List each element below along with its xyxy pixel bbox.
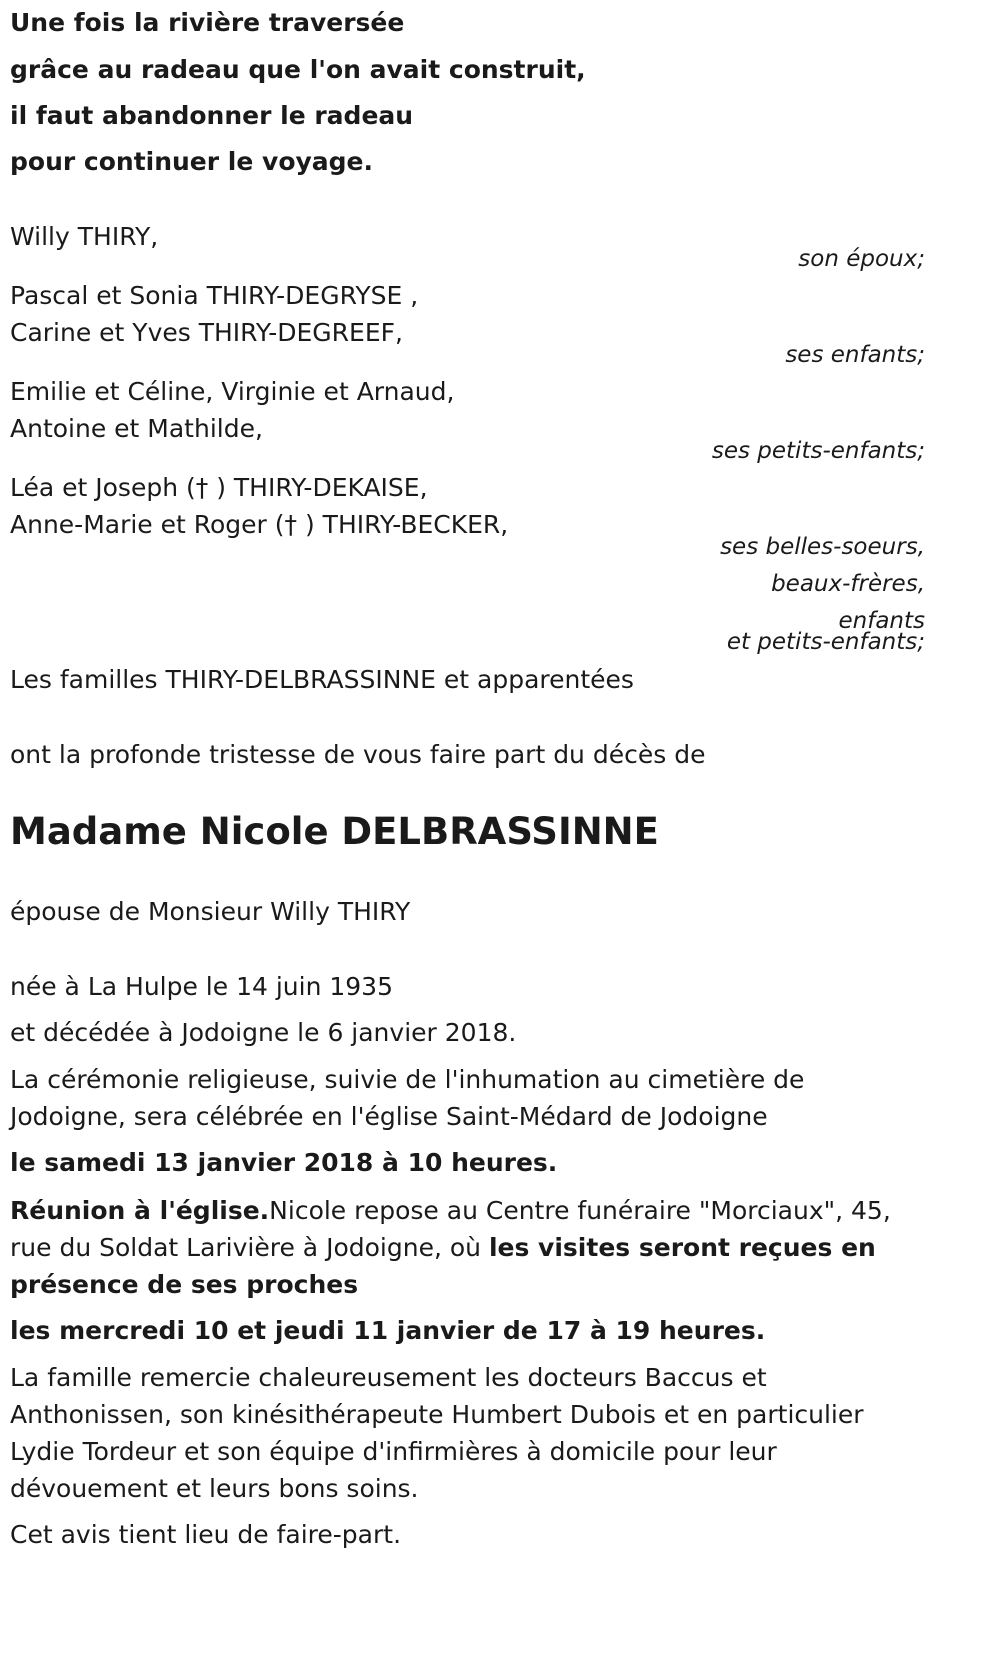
visits-date: les mercredi 10 et jeudi 11 janvier de 17 à 19 heures. <box>10 1316 766 1345</box>
poem-line-2: grâce au radeau que l'on avait construit, <box>10 55 586 84</box>
in-laws-role-1: ses belles-soeurs, <box>720 534 925 560</box>
visits-text: les visites seront reçues en présence de ses proches <box>10 1233 876 1299</box>
thanks-text: La famille remercie chaleureusement les docteurs Baccus et Anthonissen, son kinésithérapeute Humbert Dubois et en particulier Lydie Tordeur et son équipe d'infirmières à domicile pour leur dévouement et leurs bons soins. <box>10 1363 864 1503</box>
children-role: ses enfants; <box>785 342 925 368</box>
in-law-line-2: Anne-Marie et Roger († ) THIRY-BECKER, <box>10 510 509 539</box>
announcement: ont la profonde tristesse de vous faire part du décès de <box>10 740 706 769</box>
poem-line-1: Une fois la rivière traversée <box>10 8 405 37</box>
in-laws-role-3: enfants <box>838 608 925 634</box>
death-line: et décédée à Jodoigne le 6 janvier 2018. <box>10 1018 517 1047</box>
birth-line: née à La Hulpe le 14 juin 1935 <box>10 972 393 1001</box>
child-line-1: Pascal et Sonia THIRY-DEGRYSE , <box>10 281 419 310</box>
spouse-role: son époux; <box>798 246 925 272</box>
spouse-name: Willy THIRY, <box>10 222 159 251</box>
in-laws-role-4: et petits-enfants; <box>726 629 925 655</box>
ceremony-text: La cérémonie religieuse, suivie de l'inhumation au cimetière de Jodoigne, sera célébrée en l'église Saint-Médard de Jodoigne <box>10 1065 805 1131</box>
grandchild-line-1: Emilie et Céline, Virginie et Arnaud, <box>10 377 455 406</box>
rest-text: Nicole repose au Centre funéraire "Morciaux", 45, rue du Soldat Larivière à Jodoigne, où <box>10 1196 891 1262</box>
poem-line-3: il faut abandonner le radeau <box>10 101 414 130</box>
ceremony-date: le samedi 13 janvier 2018 à 10 heures. <box>10 1148 558 1177</box>
rest-paragraph <box>10 1192 925 1303</box>
in-laws-role-2: beaux-frères, <box>771 571 925 597</box>
spouse-of: épouse de Monsieur Willy THIRY <box>10 897 411 926</box>
child-line-2: Carine et Yves THIRY-DEGREEF, <box>10 318 403 347</box>
grandchild-line-2: Antoine et Mathilde, <box>10 414 263 443</box>
poem-line-4: pour continuer le voyage. <box>10 147 374 176</box>
grandchildren-role: ses petits-enfants; <box>711 438 925 464</box>
families-line: Les familles THIRY-DELBRASSINNE et apparentées <box>10 665 634 694</box>
meeting-text: Réunion à l'église. <box>10 1196 270 1225</box>
deceased-name: Madame Nicole DELBRASSINNE <box>10 810 659 853</box>
closing-text: Cet avis tient lieu de faire-part. <box>10 1520 402 1549</box>
in-law-line-1: Léa et Joseph († ) THIRY-DEKAISE, <box>10 473 428 502</box>
